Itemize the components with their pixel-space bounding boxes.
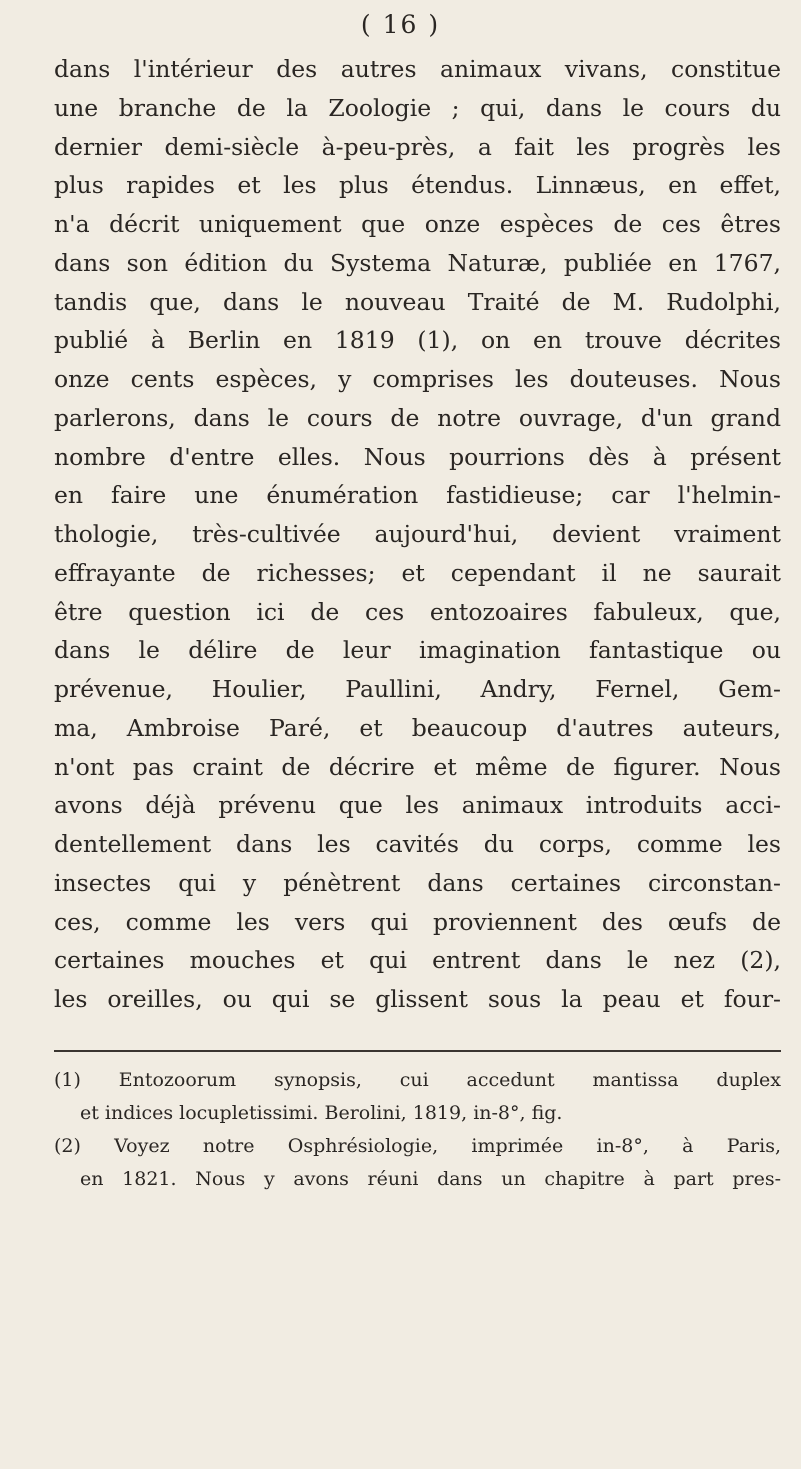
body-line: certaines mouches et qui entrent dans le nez (2), — [54, 946, 781, 975]
body-line: dans son édition du Systema Naturæ, publiée en 1767, — [54, 248, 781, 277]
body-line: ces, comme les vers qui proviennent des œufs de — [54, 907, 781, 936]
page-number: ( 16 ) — [360, 10, 441, 39]
body-line: avons déjà prévenu que les animaux introduits acci- — [54, 791, 781, 820]
footnote-divider — [54, 1050, 781, 1052]
body-line: dentellement dans les cavités du corps, comme les — [54, 830, 781, 858]
body-line: publié à Berlin en 1819 (1), on en trouve décrites — [54, 326, 781, 355]
body-line: une branche de la Zoologie ; qui, dans le cours du — [54, 93, 781, 122]
footnote-line: en 1821. Nous y avons réuni dans un chapitre à part pres- — [80, 1168, 781, 1190]
footnote-line: (2) Voyez notre Osphrésiologie, imprimée in-8°, à Paris, — [54, 1135, 781, 1157]
body-line: être question ici de ces entozoaires fabuleux, que, — [54, 597, 781, 626]
body-line: effrayante de richesses; et cependant il ne saurait — [54, 558, 781, 587]
body-line: parlerons, dans le cours de notre ouvrage, d'un grand — [54, 403, 781, 432]
body-line: onze cents espèces, y comprises les douteuses. Nous — [54, 365, 781, 393]
body-line: tandis que, dans le nouveau Traité de M. Rudolphi, — [54, 287, 781, 316]
body-line: dans le délire de leur imagination fantastique ou — [54, 636, 781, 665]
body-text — [54, 50, 781, 1019]
body-line: insectes qui y pénètrent dans certaines circonstan- — [54, 868, 781, 897]
body-line: plus rapides et les plus étendus. Linnæus, en effet, — [54, 171, 781, 200]
body-line: dernier demi-siècle à-peu-près, a fait les progrès les — [54, 132, 781, 161]
footnote-line: (1) Entozoorum synopsis, cui accedunt mantissa duplex — [54, 1069, 781, 1091]
body-line: n'ont pas craint de décrire et même de figurer. Nous — [54, 752, 781, 781]
footnotes — [54, 1064, 781, 1196]
body-line: prévenue, Houlier, Paullini, Andry, Fernel, Gem- — [54, 675, 781, 703]
body-line: n'a décrit uniquement que onze espèces de ces êtres — [54, 210, 781, 238]
body-line: les oreilles, ou qui se glissent sous la peau et four- — [54, 985, 781, 1013]
footnote-line: et indices locupletissimi. Berolini, 1819, in-8°, fig. — [80, 1102, 563, 1124]
body-line: dans l'intérieur des autres animaux vivans, constitue — [54, 55, 781, 83]
body-line: en faire une énumération fastidieuse; car l'helmin- — [54, 481, 781, 510]
body-line: thologie, très-cultivée aujourd'hui, devient vraiment — [54, 520, 781, 548]
body-line: nombre d'entre elles. Nous pourrions dès à présent — [54, 442, 781, 471]
body-line: ma, Ambroise Paré, et beaucoup d'autres auteurs, — [54, 713, 781, 742]
